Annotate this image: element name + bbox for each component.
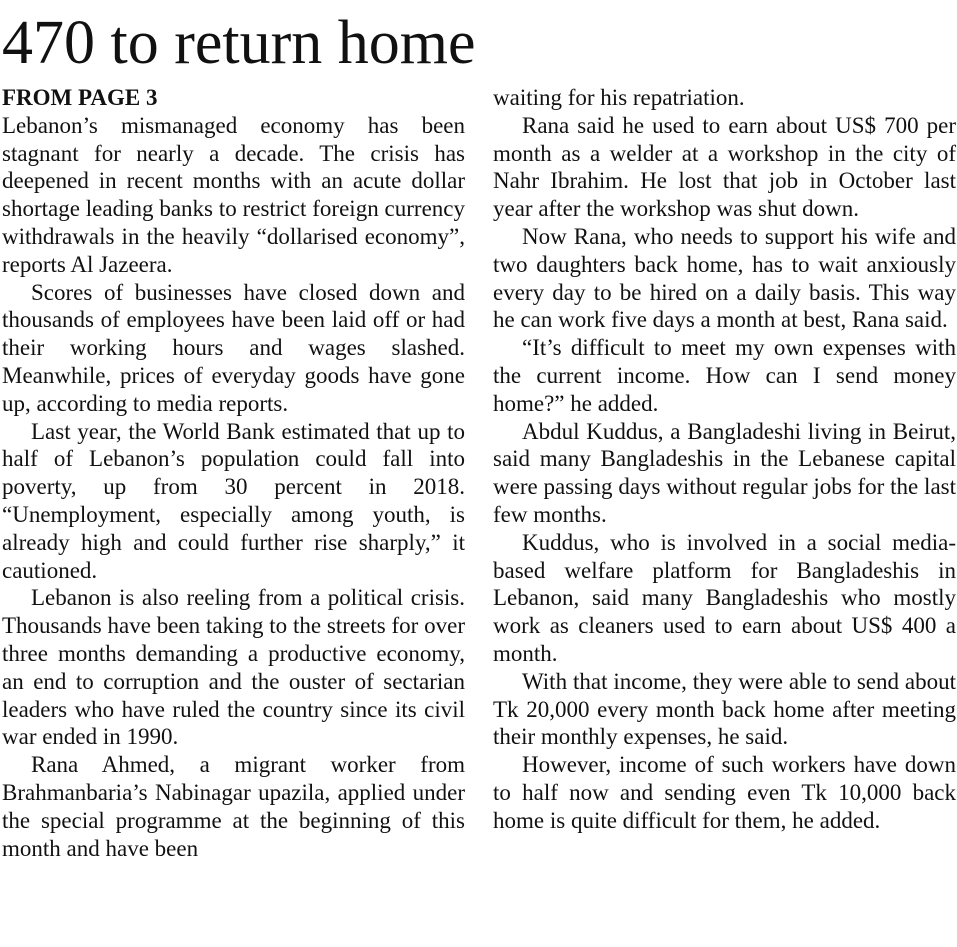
paragraph: With that income, they were able to send about Tk 20,000 every month back home after meeting their monthly expenses, he said.: [493, 668, 956, 750]
right-column: [493, 84, 956, 835]
paragraph: Now Rana, who needs to support his wife and two daughters back home, has to wait anxiously every day to be hired on a daily basis. This way he can work five days a month at best, Rana said.: [493, 223, 956, 333]
paragraph: Kuddus, who is involved in a social media-based welfare platform for Bangladeshis in Lebanon, said many Bangladeshis who mostly work as cleaners used to earn about US$ 400 a month.: [493, 529, 956, 666]
paragraph: Last year, the World Bank estimated that up to half of Lebanon’s population could fall into poverty, up from 30 percent in 2018. “Unemployment, especially among youth, is already high and could further rise sharply,” it cautioned.: [2, 418, 465, 583]
paragraph: Rana Ahmed, a migrant worker from Brahmanbaria’s Nabinagar upazila, applied under the special programme at the beginning of this month and have been: [2, 752, 465, 861]
left-column: [2, 84, 465, 862]
paragraph: Scores of businesses have closed down and thousands of employees have been laid off or had their working hours and wages slashed. Meanwhile, prices of everyday goods have gone up, according to media reports.: [2, 279, 465, 416]
paragraph: “It’s difficult to meet my own expenses with the current income. How can I send money home?” he added.: [493, 335, 956, 416]
kicker: FROM PAGE 3: [2, 85, 158, 110]
paragraph: waiting for his repatriation.: [493, 85, 745, 110]
paragraph: However, income of such workers have down to half now and sending even Tk 10,000 back home is quite difficult for them, he added.: [493, 752, 956, 833]
paragraph: Abdul Kuddus, a Bangladeshi living in Beirut, said many Bangladeshis in the Lebanese capital were passing days without regular jobs for the last few months.: [493, 418, 956, 527]
paragraph: Lebanon is also reeling from a political crisis. Thousands have been taking to the streets for over three months demanding a productive economy, an end to corruption and the ouster of sectarian leaders who have ruled the country since its civil war ended in 1990.: [2, 585, 465, 750]
paragraph: Lebanon’s mismanaged economy has been stagnant for nearly a decade. The crisis has deepened in recent months with an acute dollar shortage leading banks to restrict foreign currency withdrawals in the heavily “dollarised economy”, reports Al Jazeera.: [2, 112, 465, 277]
headline: 470 to return home: [2, 9, 476, 77]
paragraph: Rana said he used to earn about US$ 700 per month as a welder at a workshop in the city of Nahr Ibrahim. He lost that job in October last year after the workshop was shut down.: [493, 112, 956, 222]
